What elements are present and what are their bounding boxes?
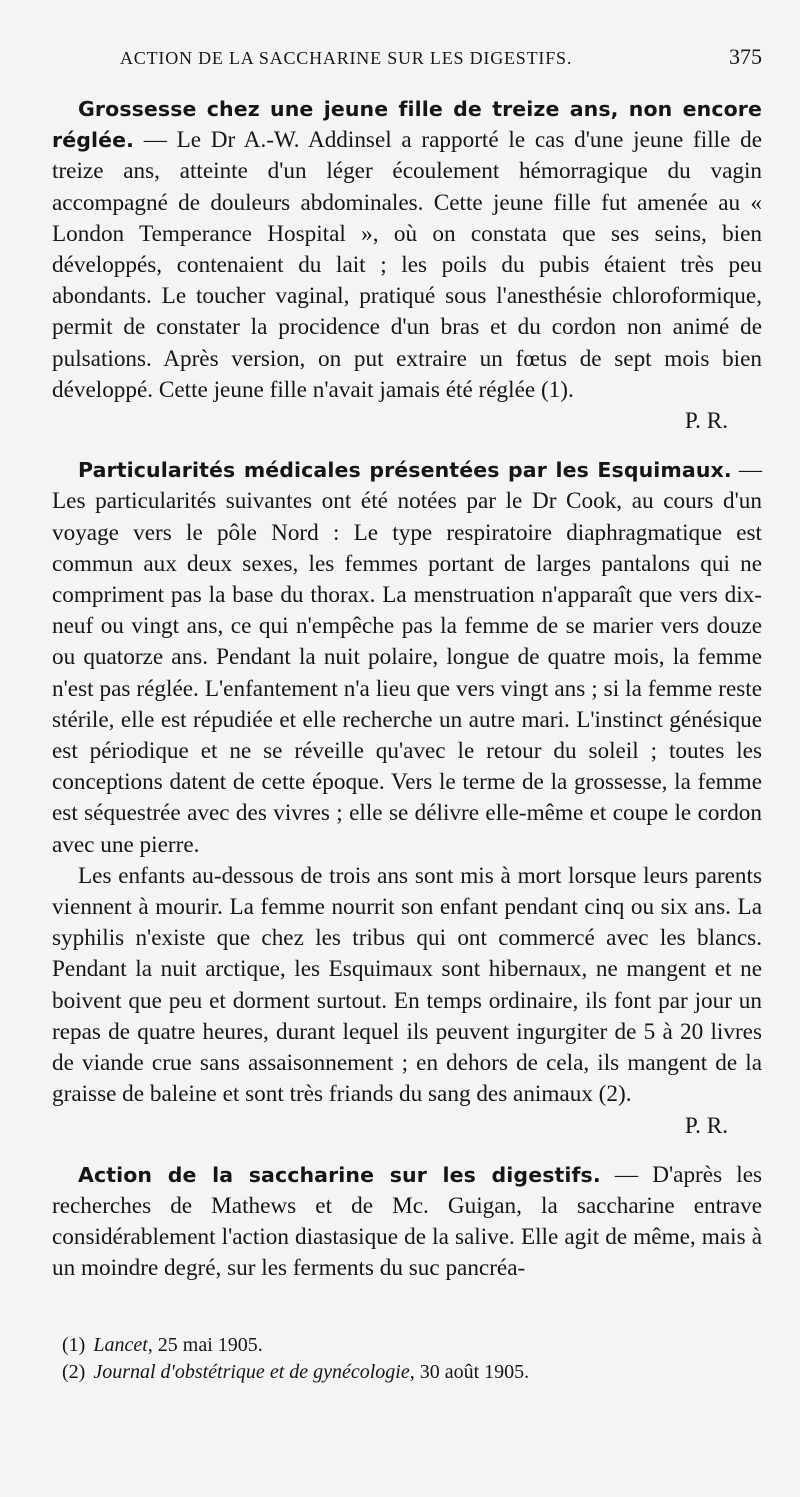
article-signature: P. R. [684,1112,728,1139]
footnote-detail: , 30 août 1905. [409,1360,530,1383]
article-title: Particularités médicales présentées par les Esquimaux. [78,458,732,483]
footnote-number: (2) [62,1360,86,1383]
article-grossesse [52,94,762,437]
running-title: ACTION DE LA SACCHARINE SUR LES DIGESTIFS. [120,48,573,68]
footnote-number: (1) [62,1333,86,1356]
page-number: 375 [729,44,762,69]
article-saccharine [52,1160,762,1285]
running-head [52,40,762,80]
article-signature-line [52,406,762,437]
article-paragraph: Les enfants au-dessous de trois ans sont mis à mort lorsque leurs parents viennent à mourir. La femme nourrit son enfant pendant cinq ou six ans. La syphilis n'existe que chez les tribus qui ont commercé avec les blancs. Pendant la nuit arctique, les Esquimaux sont hibernaux, ne mangent et ne boivent que peu et dorment surtout. En temps ordinaire, ils font par jour un repas de quatre heures, durant lequel ils peuvent ingurgiter de 5 à 20 livres de viande crue sans assaisonnement ; en dehors de cela, ils mangent de la graisse de baleine et sont très friands du sang des animaux (2). [52,862,762,1108]
footnotes [52,1333,762,1384]
footnote [62,1333,762,1357]
article-text: — D'après les recherches de Mathews et de Mc. Guigan, la saccharine entrave considérablement l'action diastasique de la salive. Elle agit de même, mais à un moindre degré, sur les ferments du suc pancréa- [52,1161,763,1282]
footnote-source: Lancet [93,1333,148,1356]
article-text: — Le Dr A.-W. Addinsel a rapporté le cas d'une jeune fille de treize ans, atteinte d'un léger écoulement hémorragique du vagin accompagné de douleurs abdominales. Cette jeune fille fut amenée au « London Temperance Hospital », où on constata que ses seins, bien développés, contenaient du lait ; les poils du pubis étaient très peu abondants. Le toucher vaginal, pratiqué sous l'anesthésie chloroformique, permit de constater la procidence d'un bras et du cordon non animé de pulsations. Après version, on put extraire un fœtus de sept mois bien développé. Cette jeune fille n'avait jamais été réglée (1). [52,127,762,403]
article-paragraph [52,1160,762,1285]
footnote-source: Journal d'obstétrique et de gynécologie [93,1360,410,1383]
footnote-detail: , 25 mai 1905. [147,1333,263,1356]
article-signature-line [52,1111,762,1142]
article-title: Grossesse chez une jeune fille de treize ans, non encore réglée. [52,97,762,153]
article-esquimaux [52,455,762,1141]
article-signature: P. R. [684,408,728,435]
footnote [62,1360,762,1384]
article-text: — Les particularités suivantes ont été notées par le Dr Cook, au cours d'un voyage vers le pôle Nord : Le type respiratoire diaphragmatique est commun aux deux sexes, les femmes portant de larges pantalons qui ne compriment pas la base du thorax. La menstruation n'apparaît que vers dix-neuf ou vingt ans, ce qui n'empêche pas la femme de se marier vers douze ou quatorze ans. Pendant la nuit polaire, longue de quatre mois, la femme n'est pas réglée. L'enfantement n'a lieu que vers vingt ans ; si la femme reste stérile, elle est répudiée et elle recherche un autre mari. L'instinct génésique est périodique et ne se réveille qu'avec le retour du soleil ; toutes les conceptions datent de cette époque. Vers le terme de la grossesse, la femme est séquestrée avec des vivres ; elle se délivre elle-même et coupe le cordon avec une pierre. [52,457,763,858]
article-paragraph [52,94,762,406]
article-title: Action de la saccharine sur les digestifs. [78,1162,601,1187]
article-paragraph [52,455,762,861]
